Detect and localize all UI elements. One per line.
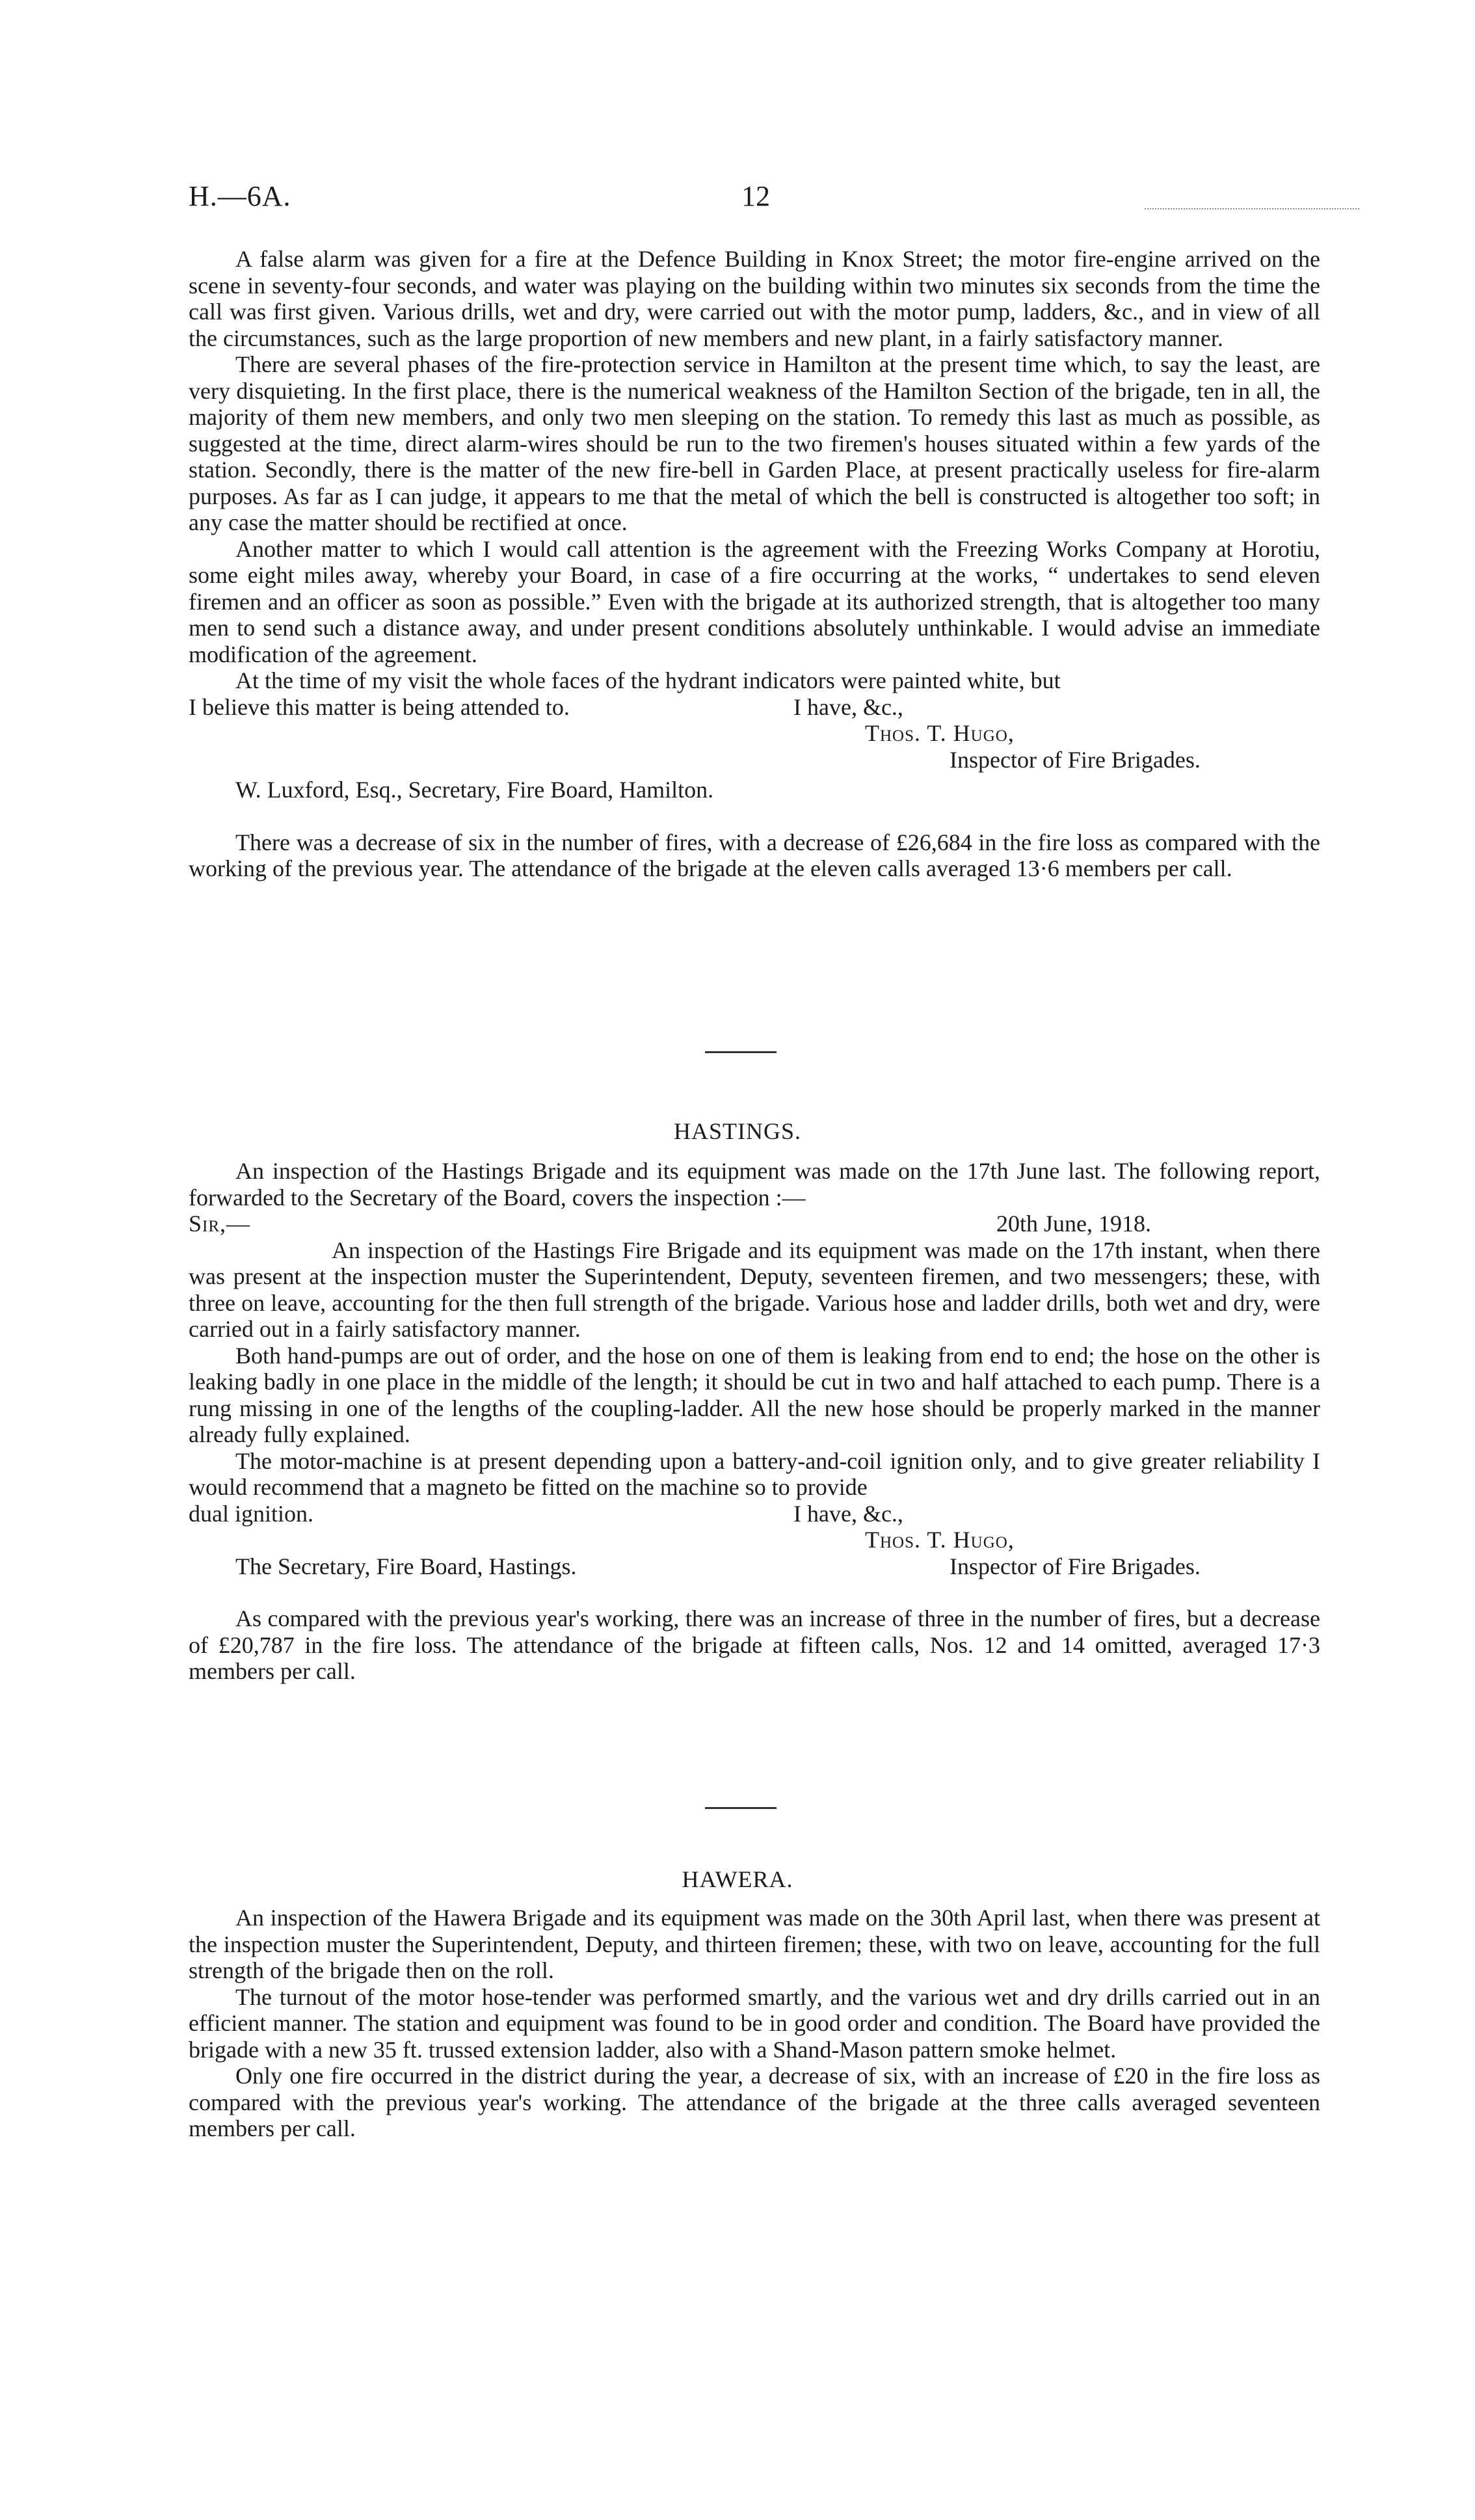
hamilton-paragraph-3: Another matter to which I would call attention is the agreement with the Freezing Works Company at Horotiu, some eight miles away, whereby your Board, in case of a fire occurring at the works, “ undertakes to send eleven firemen and an officer as soon as possible.” Even with the brigade at its authorized strength, that is altogether too many men to send such a distance away, and under present conditions absolutely unthinkable. I would advise an immediate modification of the agreement.	[189, 535, 1320, 667]
hastings-salutation: Sir,—	[189, 1211, 251, 1237]
hastings-letter-date: 20th June, 1918.	[996, 1211, 1151, 1237]
hamilton-signature-title: Inspector of Fire Brigades.	[950, 746, 1201, 773]
hawera-paragraph-3: Only one fire occurred in the district during the year, a decrease of six, with an increase of £20 in the fire loss as compared with the previous year's working. The attendance of the brigade at the three calls averaged seventeen members per call.	[189, 2063, 1320, 2141]
hastings-paragraph-3: The motor-machine is at present depending upon a battery-and-coil ignition only, and to give greater reliability I would recommend that a magneto be fitted on the machine so to provide	[189, 1447, 1320, 1500]
section-divider	[705, 1807, 777, 1809]
hamilton-closing-line	[189, 694, 1320, 721]
section-divider	[705, 1051, 777, 1053]
hastings-closing: I have, &c.,	[793, 1500, 903, 1527]
header-dotted-rule	[1145, 208, 1359, 209]
hamilton-summary: There was a decrease of six in the number of fires, with a decrease of £26,684 in the fire loss as compared with the working of the previous year. The attendance of the brigade at the eleven calls averaged 13·6 members per call.	[189, 829, 1320, 881]
hawera-heading: HAWERA.	[682, 1866, 793, 1892]
hastings-heading: HASTINGS.	[673, 1118, 801, 1144]
hamilton-paragraph-4-line-1: At the time of my visit the whole faces of the hydrant indicators were painted white, but	[235, 667, 1061, 693]
hamilton-paragraph-1: A false alarm was given for a fire at the Defence Building in Knox Street; the motor fire-engine arrived on the scene in seventy-four seconds, and water was playing on the building within two minutes six seconds from the time the call was first given. Various drills, wet and dry, were carried out with the motor pump, ladders, &c., and in view of all the circumstances, such as the large proportion of new members and new plant, in a fairly satisfactory manner.	[189, 246, 1320, 351]
hastings-paragraph-3-end: dual ignition.	[189, 1500, 313, 1527]
hawera-section	[189, 1905, 1320, 2142]
hastings-intro: An inspection of the Hastings Brigade and its equipment was made on the 17th June last. The following report, forwarded to the Secretary of the Board, covers the inspection :—	[189, 1158, 1320, 1211]
hastings-closing-line	[189, 1501, 1320, 1527]
hastings-dateline	[189, 1211, 1320, 1237]
hastings-paragraph-2: Both hand-pumps are out of order, and the hose on one of them is leaking from end to end; the hose on the other is leaking badly in one place in the middle of the length; it should be cut in two and half attached to each pump. There is a rung missing in one of the lengths of the coupling-ladder. All the new hose should be properly marked in the manner already fully explained.	[189, 1342, 1320, 1447]
hastings-address-line	[189, 1553, 1320, 1580]
hastings-addressee: The Secretary, Fire Board, Hastings.	[235, 1553, 577, 1579]
hamilton-addressee: W. Luxford, Esq., Secretary, Fire Board, Hamilton.	[235, 777, 714, 803]
document-reference: H.—6A.	[189, 180, 291, 212]
page-number: 12	[741, 180, 770, 212]
hastings-signature-title: Inspector of Fire Brigades.	[950, 1553, 1201, 1579]
hastings-summary: As compared with the previous year's working, there was an increase of three in the number of fires, but a decrease of £20,787 in the fire loss. The attendance of the brigade at fifteen calls, Nos. 12 and 14 omitted, averaged 17·3 members per call.	[189, 1605, 1320, 1684]
hamilton-closing: I have, &c.,	[793, 693, 903, 720]
hastings-section	[189, 1158, 1320, 1685]
hamilton-paragraph-4-line-2: I believe this matter is being attended to.	[189, 693, 570, 720]
hastings-paragraph-1: An inspection of the Hastings Fire Brigade and its equipment was made on the 17th instant, when there was present at the inspection muster the Superintendent, Deputy, seventeen firemen, and two messengers; these, with three on leave, accounting for the then full strength of the brigade. Various hose and ladder drills, both wet and dry, were carried out in a fairly satisfactory manner.	[189, 1237, 1320, 1342]
hamilton-section	[189, 246, 1320, 882]
hastings-signature: Thos. T. Hugo,	[865, 1527, 1015, 1553]
hawera-paragraph-2: The turnout of the motor hose-tender was performed smartly, and the various wet and dry drills carried out in an efficient manner. The station and equipment was found to be in good order and condition. The Board have provided the brigade with a new 35 ft. trussed extension ladder, also with a Shand-Mason pattern smoke helmet.	[189, 1983, 1320, 2063]
hawera-paragraph-1: An inspection of the Hawera Brigade and its equipment was made on the 30th April last, when there was present at the inspection muster the Superintendent, Deputy, and thirteen firemen; these, with two on leave, accounting for the full strength of the brigade then on the roll.	[189, 1905, 1320, 1983]
hamilton-signature: Thos. T. Hugo,	[865, 720, 1015, 746]
hamilton-paragraph-2: There are several phases of the fire-protection service in Hamilton at the present time which, to say the least, are very disquieting. In the first place, there is the numerical weakness of the Hamilton Section of the brigade, ten in all, the majority of them new members, and only two men sleeping on the station. To remedy this last as much as possible, as suggested at the time, direct alarm-wires should be run to the two firemen's houses situated within a few yards of the station. Secondly, there is the matter of the new fire-bell in Garden Place, at present practically useless for fire-alarm purposes. As far as I can judge, it appears to me that the metal of which the bell is constructed is altogether too soft; in any case the matter should be rectified at once.	[189, 351, 1320, 535]
